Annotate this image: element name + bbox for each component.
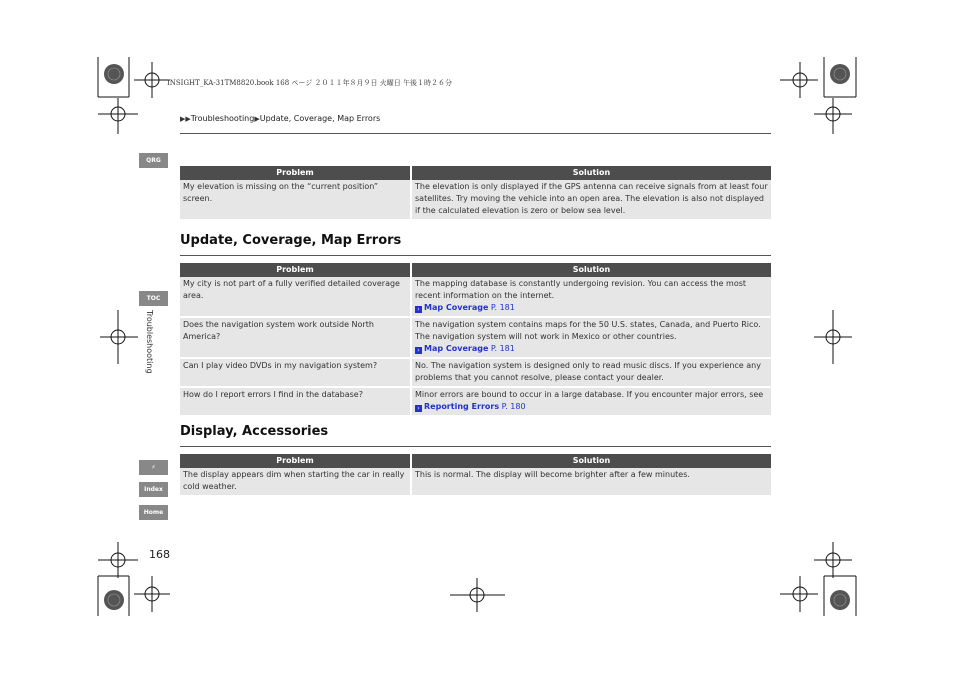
column-header-solution: Solution xyxy=(411,166,771,180)
breadcrumb xyxy=(180,114,380,123)
column-header-problem: Problem xyxy=(180,263,411,277)
table-row xyxy=(180,180,771,220)
breadcrumb-current: Update, Coverage, Map Errors xyxy=(259,114,381,123)
solution-text: The navigation system contains maps for the 50 U.S. states, Canada, and Puerto Rico. The navigation system will not work in Mexico or other countries. xyxy=(415,320,761,341)
table-row xyxy=(180,387,771,416)
tab-voice-icon[interactable]: ⚡ xyxy=(139,460,168,475)
arrow-icon: › xyxy=(415,347,422,354)
column-header-solution: Solution xyxy=(411,454,771,468)
section-rule xyxy=(180,446,771,447)
map-coverage-link[interactable]: › Map Coverage P. 181 xyxy=(415,303,515,312)
tab-toc[interactable]: TOC xyxy=(139,291,168,306)
display-accessories-table xyxy=(180,454,771,497)
table-row xyxy=(180,358,771,387)
solution-cell: The elevation is only displayed if the GPS antenna can receive signals from at least four satellites. Try moving the vehicle into an open area. The elevation is also not displayed if the calculated elevation is zero or below sea level. xyxy=(411,180,771,220)
breadcrumb-separator: ▶ xyxy=(254,115,260,123)
map-coverage-link[interactable]: › Map Coverage P. 181 xyxy=(415,344,515,353)
header-rule xyxy=(180,133,771,134)
table-row xyxy=(180,317,771,358)
problem-cell: My elevation is missing on the “current position” screen. xyxy=(180,180,411,220)
breadcrumb-arrows: ▶▶ xyxy=(180,115,191,123)
solution-cell xyxy=(411,387,771,416)
section-title-update-coverage: Update, Coverage, Map Errors xyxy=(180,233,402,248)
problem-cell: How do I report errors I find in the database? xyxy=(180,387,411,416)
table-row xyxy=(180,468,771,496)
problem-cell: My city is not part of a fully verified detailed coverage area. xyxy=(180,277,411,317)
problem-cell: The display appears dim when starting the car in really cold weather. xyxy=(180,468,411,496)
solution-cell: This is normal. The display will become brighter after a few minutes. xyxy=(411,468,771,496)
side-chapter-label: Troubleshooting xyxy=(145,310,154,374)
tab-index[interactable]: Index xyxy=(139,482,168,497)
solution-cell xyxy=(411,277,771,317)
table-row xyxy=(180,277,771,317)
update-coverage-table xyxy=(180,263,771,417)
breadcrumb-troubleshooting[interactable]: Troubleshooting xyxy=(190,114,255,123)
problem-cell: Can I play video DVDs in my navigation system? xyxy=(180,358,411,387)
print-metadata: INSIGHT_KA-31TM8820.book 168 ページ ２０１１年８月９日 火曜日 午後１時２６分 xyxy=(167,79,452,87)
arrow-icon: › xyxy=(415,405,422,412)
tab-home[interactable]: Home xyxy=(139,505,168,520)
elevation-table xyxy=(180,166,771,221)
solution-text: Minor errors are bound to occur in a large database. If you encounter major errors, see xyxy=(415,390,764,399)
section-rule xyxy=(180,255,771,256)
tab-qrg[interactable]: QRG xyxy=(139,153,168,168)
column-header-problem: Problem xyxy=(180,454,411,468)
page-number: 168 xyxy=(149,548,170,561)
column-header-solution: Solution xyxy=(411,263,771,277)
arrow-icon: › xyxy=(415,306,422,313)
solution-text: The mapping database is constantly undergoing revision. You can access the most recent information on the internet. xyxy=(415,279,747,300)
problem-cell: Does the navigation system work outside North America? xyxy=(180,317,411,358)
reporting-errors-link[interactable]: › Reporting Errors P. 180 xyxy=(415,402,526,411)
solution-cell xyxy=(411,317,771,358)
column-header-problem: Problem xyxy=(180,166,411,180)
section-title-display-accessories: Display, Accessories xyxy=(180,424,329,439)
solution-cell: No. The navigation system is designed only to read music discs. If you experience any problems that you cannot resolve, please contact your dealer. xyxy=(411,358,771,387)
